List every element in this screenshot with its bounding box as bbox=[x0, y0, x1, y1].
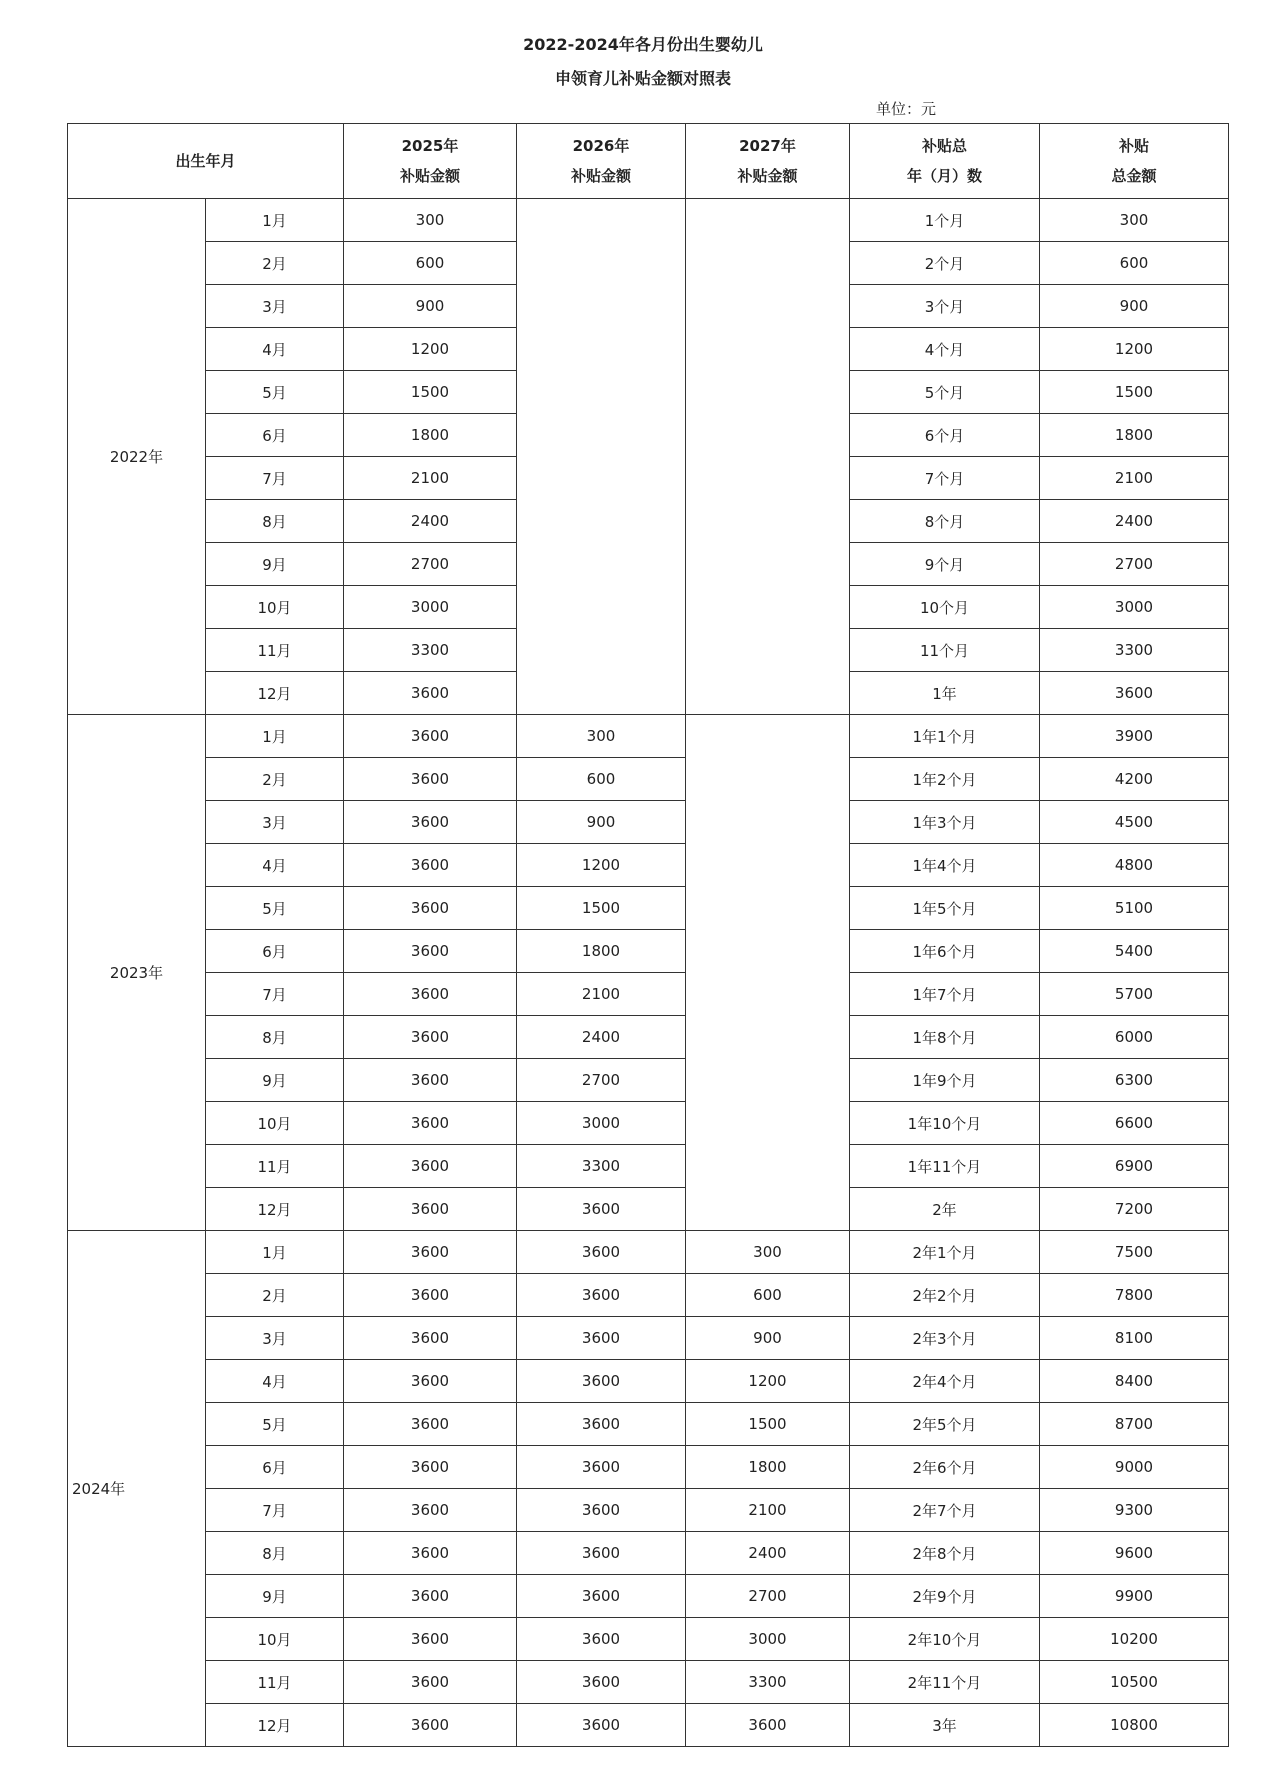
month-cell: 11月 bbox=[206, 1145, 344, 1188]
total-cell: 10200 bbox=[1040, 1618, 1229, 1661]
period-cell: 2个月 bbox=[850, 242, 1040, 285]
header-2027: 2027年 补贴金额 bbox=[686, 124, 850, 199]
amount-2025-cell: 3600 bbox=[344, 1446, 517, 1489]
period-cell: 3年 bbox=[850, 1704, 1040, 1747]
period-cell: 4个月 bbox=[850, 328, 1040, 371]
amount-2027-cell: 3300 bbox=[686, 1661, 850, 1704]
table-row bbox=[68, 1575, 1229, 1618]
total-cell: 9600 bbox=[1040, 1532, 1229, 1575]
month-cell: 11月 bbox=[206, 629, 344, 672]
total-cell: 5400 bbox=[1040, 930, 1229, 973]
period-cell: 2年 bbox=[850, 1188, 1040, 1231]
period-cell: 5个月 bbox=[850, 371, 1040, 414]
total-cell: 6600 bbox=[1040, 1102, 1229, 1145]
amount-2025-cell: 3600 bbox=[344, 1231, 517, 1274]
amount-2025-cell: 3600 bbox=[344, 1188, 517, 1231]
amount-2026-cell: 3600 bbox=[517, 1661, 686, 1704]
total-cell: 7500 bbox=[1040, 1231, 1229, 1274]
total-cell: 2100 bbox=[1040, 457, 1229, 500]
month-cell: 6月 bbox=[206, 414, 344, 457]
amount-2025-cell: 3600 bbox=[344, 973, 517, 1016]
amount-2026-cell: 3600 bbox=[517, 1231, 686, 1274]
amount-2025-cell: 600 bbox=[344, 242, 517, 285]
period-cell: 2年5个月 bbox=[850, 1403, 1040, 1446]
period-cell: 2年7个月 bbox=[850, 1489, 1040, 1532]
amount-2025-cell: 3600 bbox=[344, 1145, 517, 1188]
total-cell: 1200 bbox=[1040, 328, 1229, 371]
year-cell: 2024年 bbox=[68, 1231, 206, 1747]
amount-2026-cell: 300 bbox=[517, 715, 686, 758]
month-cell: 6月 bbox=[206, 930, 344, 973]
period-cell: 1年 bbox=[850, 672, 1040, 715]
month-cell: 4月 bbox=[206, 1360, 344, 1403]
total-cell: 600 bbox=[1040, 242, 1229, 285]
period-cell: 1年2个月 bbox=[850, 758, 1040, 801]
period-cell: 6个月 bbox=[850, 414, 1040, 457]
amount-2026-cell: 3600 bbox=[517, 1188, 686, 1231]
total-cell: 4800 bbox=[1040, 844, 1229, 887]
amount-2025-cell: 3600 bbox=[344, 1360, 517, 1403]
amount-2026-cell: 3600 bbox=[517, 1575, 686, 1618]
amount-2026-cell: 1200 bbox=[517, 844, 686, 887]
month-cell: 9月 bbox=[206, 1575, 344, 1618]
amount-2025-cell: 1500 bbox=[344, 371, 517, 414]
month-cell: 3月 bbox=[206, 285, 344, 328]
amount-2025-cell: 3600 bbox=[344, 758, 517, 801]
year-cell: 2022年 bbox=[68, 199, 206, 715]
period-cell: 2年8个月 bbox=[850, 1532, 1040, 1575]
period-cell: 1年6个月 bbox=[850, 930, 1040, 973]
month-cell: 8月 bbox=[206, 500, 344, 543]
month-cell: 7月 bbox=[206, 1489, 344, 1532]
period-cell: 9个月 bbox=[850, 543, 1040, 586]
month-cell: 4月 bbox=[206, 844, 344, 887]
amount-2025-cell: 1800 bbox=[344, 414, 517, 457]
amount-2025-cell: 3600 bbox=[344, 1661, 517, 1704]
amount-2025-cell: 3600 bbox=[344, 1532, 517, 1575]
amount-2027-cell: 1500 bbox=[686, 1403, 850, 1446]
total-cell: 3600 bbox=[1040, 672, 1229, 715]
total-cell: 4200 bbox=[1040, 758, 1229, 801]
amount-2027-cell: 2400 bbox=[686, 1532, 850, 1575]
amount-2025-cell: 3600 bbox=[344, 844, 517, 887]
amount-2027-cell: 900 bbox=[686, 1317, 850, 1360]
amount-2026-empty bbox=[517, 199, 686, 715]
year-cell: 2023年 bbox=[68, 715, 206, 1231]
total-cell: 10800 bbox=[1040, 1704, 1229, 1747]
table-row bbox=[68, 844, 1229, 887]
table-row bbox=[68, 1317, 1229, 1360]
table-row bbox=[68, 1704, 1229, 1747]
subsidy-table bbox=[67, 123, 1229, 1747]
table-row bbox=[68, 1661, 1229, 1704]
amount-2025-cell: 3600 bbox=[344, 1274, 517, 1317]
period-cell: 10个月 bbox=[850, 586, 1040, 629]
table-row bbox=[68, 801, 1229, 844]
table-row bbox=[68, 1231, 1229, 1274]
period-cell: 1年1个月 bbox=[850, 715, 1040, 758]
period-cell: 2年3个月 bbox=[850, 1317, 1040, 1360]
header-2025: 2025年 补贴金额 bbox=[344, 124, 517, 199]
table-row bbox=[68, 1145, 1229, 1188]
period-cell: 1年11个月 bbox=[850, 1145, 1040, 1188]
amount-2025-cell: 3600 bbox=[344, 1317, 517, 1360]
amount-2025-cell: 3600 bbox=[344, 672, 517, 715]
amount-2027-empty bbox=[686, 715, 850, 1231]
document-title-line2: 申领育儿补贴金额对照表 bbox=[554, 69, 731, 88]
month-cell: 1月 bbox=[206, 715, 344, 758]
amount-2026-cell: 1500 bbox=[517, 887, 686, 930]
table-row bbox=[68, 887, 1229, 930]
total-cell: 9300 bbox=[1040, 1489, 1229, 1532]
amount-2026-cell: 3300 bbox=[517, 1145, 686, 1188]
amount-2025-cell: 2400 bbox=[344, 500, 517, 543]
amount-2027-cell: 3600 bbox=[686, 1704, 850, 1747]
amount-2025-cell: 3600 bbox=[344, 1489, 517, 1532]
amount-2027-cell: 600 bbox=[686, 1274, 850, 1317]
amount-2027-cell: 1800 bbox=[686, 1446, 850, 1489]
total-cell: 300 bbox=[1040, 199, 1229, 242]
period-cell: 2年1个月 bbox=[850, 1231, 1040, 1274]
total-cell: 3000 bbox=[1040, 586, 1229, 629]
total-cell: 900 bbox=[1040, 285, 1229, 328]
amount-2026-cell: 2400 bbox=[517, 1016, 686, 1059]
table-row bbox=[68, 1274, 1229, 1317]
total-cell: 2400 bbox=[1040, 500, 1229, 543]
month-cell: 7月 bbox=[206, 457, 344, 500]
total-cell: 9900 bbox=[1040, 1575, 1229, 1618]
month-cell: 8月 bbox=[206, 1532, 344, 1575]
amount-2026-cell: 3600 bbox=[517, 1618, 686, 1661]
period-cell: 1年10个月 bbox=[850, 1102, 1040, 1145]
total-cell: 5700 bbox=[1040, 973, 1229, 1016]
amount-2025-cell: 3600 bbox=[344, 1618, 517, 1661]
table-row bbox=[68, 199, 1229, 242]
month-cell: 8月 bbox=[206, 1016, 344, 1059]
table-row bbox=[68, 930, 1229, 973]
month-cell: 10月 bbox=[206, 1102, 344, 1145]
total-cell: 8100 bbox=[1040, 1317, 1229, 1360]
header-total: 补贴 总金额 bbox=[1040, 124, 1229, 199]
amount-2026-cell: 3600 bbox=[517, 1489, 686, 1532]
amount-2025-cell: 3000 bbox=[344, 586, 517, 629]
amount-2025-cell: 3300 bbox=[344, 629, 517, 672]
total-cell: 8400 bbox=[1040, 1360, 1229, 1403]
amount-2026-cell: 2700 bbox=[517, 1059, 686, 1102]
amount-2025-cell: 3600 bbox=[344, 801, 517, 844]
month-cell: 12月 bbox=[206, 1704, 344, 1747]
amount-2026-cell: 600 bbox=[517, 758, 686, 801]
header-period: 补贴总 年（月）数 bbox=[850, 124, 1040, 199]
amount-2027-empty bbox=[686, 199, 850, 715]
amount-2025-cell: 1200 bbox=[344, 328, 517, 371]
header-birth: 出生年月 bbox=[68, 124, 344, 199]
total-cell: 7800 bbox=[1040, 1274, 1229, 1317]
table-row bbox=[68, 1532, 1229, 1575]
table-row bbox=[68, 1360, 1229, 1403]
total-cell: 2700 bbox=[1040, 543, 1229, 586]
month-cell: 5月 bbox=[206, 887, 344, 930]
total-cell: 5100 bbox=[1040, 887, 1229, 930]
month-cell: 3月 bbox=[206, 801, 344, 844]
amount-2025-cell: 3600 bbox=[344, 1403, 517, 1446]
amount-2027-cell: 300 bbox=[686, 1231, 850, 1274]
total-cell: 8700 bbox=[1040, 1403, 1229, 1446]
total-cell: 1500 bbox=[1040, 371, 1229, 414]
total-cell: 10500 bbox=[1040, 1661, 1229, 1704]
table-row bbox=[68, 973, 1229, 1016]
table-row bbox=[68, 1188, 1229, 1231]
month-cell: 11月 bbox=[206, 1661, 344, 1704]
period-cell: 2年6个月 bbox=[850, 1446, 1040, 1489]
amount-2025-cell: 3600 bbox=[344, 715, 517, 758]
amount-2026-cell: 1800 bbox=[517, 930, 686, 973]
month-cell: 2月 bbox=[206, 1274, 344, 1317]
period-cell: 2年9个月 bbox=[850, 1575, 1040, 1618]
amount-2027-cell: 2700 bbox=[686, 1575, 850, 1618]
amount-2026-cell: 3600 bbox=[517, 1317, 686, 1360]
month-cell: 6月 bbox=[206, 1446, 344, 1489]
month-cell: 12月 bbox=[206, 1188, 344, 1231]
table-row bbox=[68, 1446, 1229, 1489]
month-cell: 10月 bbox=[206, 586, 344, 629]
month-cell: 1月 bbox=[206, 199, 344, 242]
period-cell: 8个月 bbox=[850, 500, 1040, 543]
table-row bbox=[68, 1403, 1229, 1446]
amount-2026-cell: 900 bbox=[517, 801, 686, 844]
amount-2025-cell: 3600 bbox=[344, 1016, 517, 1059]
total-cell: 6000 bbox=[1040, 1016, 1229, 1059]
document-title-line1: 2022-2024年各月份出生婴幼儿 bbox=[523, 35, 763, 54]
month-cell: 5月 bbox=[206, 371, 344, 414]
period-cell: 3个月 bbox=[850, 285, 1040, 328]
period-cell: 1年7个月 bbox=[850, 973, 1040, 1016]
table-row bbox=[68, 1489, 1229, 1532]
month-cell: 10月 bbox=[206, 1618, 344, 1661]
table-row bbox=[68, 1618, 1229, 1661]
period-cell: 1年5个月 bbox=[850, 887, 1040, 930]
header-2026: 2026年 补贴金额 bbox=[517, 124, 686, 199]
month-cell: 9月 bbox=[206, 1059, 344, 1102]
amount-2025-cell: 3600 bbox=[344, 930, 517, 973]
amount-2026-cell: 3600 bbox=[517, 1403, 686, 1446]
amount-2025-cell: 300 bbox=[344, 199, 517, 242]
month-cell: 9月 bbox=[206, 543, 344, 586]
period-cell: 1个月 bbox=[850, 199, 1040, 242]
table-row bbox=[68, 758, 1229, 801]
period-cell: 2年2个月 bbox=[850, 1274, 1040, 1317]
total-cell: 6900 bbox=[1040, 1145, 1229, 1188]
period-cell: 1年3个月 bbox=[850, 801, 1040, 844]
month-cell: 3月 bbox=[206, 1317, 344, 1360]
amount-2027-cell: 1200 bbox=[686, 1360, 850, 1403]
amount-2025-cell: 3600 bbox=[344, 1704, 517, 1747]
header-row bbox=[68, 124, 1229, 199]
period-cell: 7个月 bbox=[850, 457, 1040, 500]
month-cell: 2月 bbox=[206, 758, 344, 801]
total-cell: 3300 bbox=[1040, 629, 1229, 672]
total-cell: 1800 bbox=[1040, 414, 1229, 457]
total-cell: 9000 bbox=[1040, 1446, 1229, 1489]
month-cell: 12月 bbox=[206, 672, 344, 715]
period-cell: 1年8个月 bbox=[850, 1016, 1040, 1059]
month-cell: 5月 bbox=[206, 1403, 344, 1446]
period-cell: 1年9个月 bbox=[850, 1059, 1040, 1102]
total-cell: 6300 bbox=[1040, 1059, 1229, 1102]
period-cell: 2年4个月 bbox=[850, 1360, 1040, 1403]
table-row bbox=[68, 1059, 1229, 1102]
total-cell: 4500 bbox=[1040, 801, 1229, 844]
unit-label: 单位：元 bbox=[876, 100, 937, 118]
period-cell: 2年10个月 bbox=[850, 1618, 1040, 1661]
table-row bbox=[68, 715, 1229, 758]
total-cell: 7200 bbox=[1040, 1188, 1229, 1231]
amount-2025-cell: 3600 bbox=[344, 1575, 517, 1618]
table-row bbox=[68, 1016, 1229, 1059]
table-row bbox=[68, 1102, 1229, 1145]
month-cell: 1月 bbox=[206, 1231, 344, 1274]
amount-2027-cell: 3000 bbox=[686, 1618, 850, 1661]
month-cell: 2月 bbox=[206, 242, 344, 285]
amount-2026-cell: 3600 bbox=[517, 1274, 686, 1317]
period-cell: 11个月 bbox=[850, 629, 1040, 672]
month-cell: 4月 bbox=[206, 328, 344, 371]
total-cell: 3900 bbox=[1040, 715, 1229, 758]
amount-2026-cell: 3000 bbox=[517, 1102, 686, 1145]
amount-2026-cell: 3600 bbox=[517, 1446, 686, 1489]
amount-2025-cell: 3600 bbox=[344, 1102, 517, 1145]
amount-2026-cell: 3600 bbox=[517, 1704, 686, 1747]
amount-2026-cell: 3600 bbox=[517, 1360, 686, 1403]
amount-2025-cell: 3600 bbox=[344, 887, 517, 930]
period-cell: 2年11个月 bbox=[850, 1661, 1040, 1704]
amount-2025-cell: 3600 bbox=[344, 1059, 517, 1102]
amount-2025-cell: 900 bbox=[344, 285, 517, 328]
month-cell: 7月 bbox=[206, 973, 344, 1016]
amount-2027-cell: 2100 bbox=[686, 1489, 850, 1532]
period-cell: 1年4个月 bbox=[850, 844, 1040, 887]
amount-2025-cell: 2700 bbox=[344, 543, 517, 586]
amount-2026-cell: 3600 bbox=[517, 1532, 686, 1575]
amount-2026-cell: 2100 bbox=[517, 973, 686, 1016]
amount-2025-cell: 2100 bbox=[344, 457, 517, 500]
